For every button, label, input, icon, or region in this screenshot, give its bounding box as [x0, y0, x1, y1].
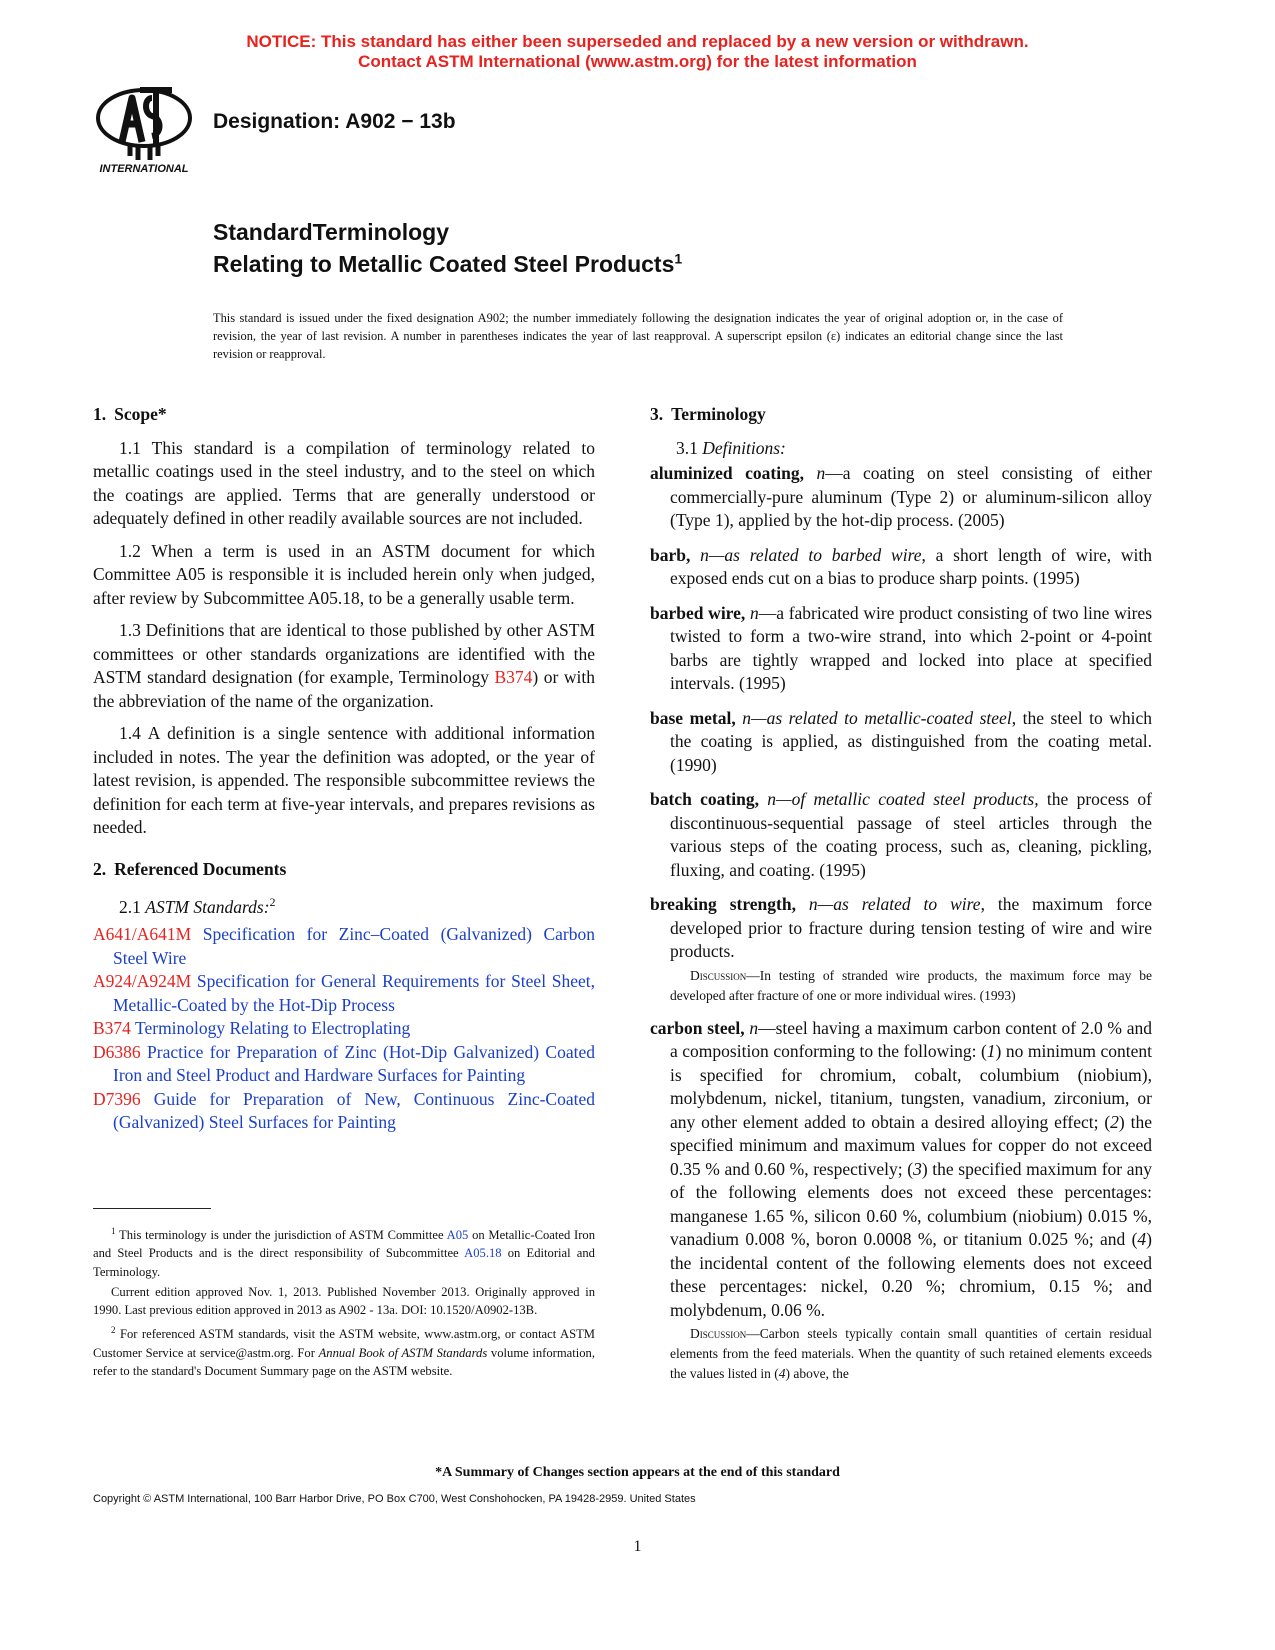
ref-item[interactable]	[93, 970, 595, 1017]
ref-link-b374[interactable]: B374	[494, 667, 533, 687]
term-pos: n	[700, 544, 709, 565]
astm-logo-icon	[92, 84, 196, 176]
notice-banner	[0, 32, 1275, 72]
footnote-divider	[93, 1208, 211, 1209]
left-column	[93, 403, 595, 1135]
footnote-text: on Metallic-Coated Iron and Steel Products and is the direct responsibility of Subcommittee	[93, 1228, 595, 1261]
notice-line-1: NOTICE: This standard has either been superseded and replaced by a new version or withdrawn.	[246, 32, 1029, 51]
discussion-label: Discussion	[690, 967, 747, 983]
section-number: 1.	[93, 404, 107, 424]
ref-code[interactable]: A641/A641M	[93, 924, 192, 945]
ref-item[interactable]	[93, 923, 595, 970]
scope-para-3-text-b: ) or with the abbreviation of the name of the organization.	[93, 667, 595, 711]
scope-para-1: 1.1 This standard is a compilation of terminology related to metallic coatings used in the steel industry, and to the steel on which the coatings are applied. Terms that are generally understood or adequately defined in other readily available sources are not included.	[93, 437, 595, 528]
term-name: base metal,	[650, 707, 736, 728]
ref-code[interactable]: D6386	[93, 1041, 141, 1062]
section-title: Referenced Documents	[114, 858, 287, 879]
scope-para-3-text-a: 1.3 Definitions that are identical to those published by other ASTM committees or other standards organizations are identified with the ASTM standard designation (for example, Terminology	[93, 620, 595, 687]
footnote-text: volume information, refer to the standard's Document Summary page on the ASTM website.	[93, 1345, 595, 1378]
term-batch-coating	[650, 788, 1152, 882]
ref-code[interactable]: A924/A924M	[93, 971, 192, 992]
ref-item[interactable]	[93, 1041, 595, 1088]
ref-item[interactable]	[93, 1088, 595, 1135]
ref-code[interactable]: B374	[93, 1018, 131, 1039]
section-terminology-heading	[650, 403, 1152, 427]
footnote-text: For referenced ASTM standards, visit the ASTM website, www.astm.org, or contact ASTM Customer Service at service@astm.org. For	[93, 1327, 595, 1360]
discussion-text: —In testing of stranded wire products, the maximum force may be developed after fracture of one or more individual wires. (1993)	[670, 967, 1152, 1003]
list-number: 3	[913, 1158, 922, 1179]
footnote-1	[93, 1222, 595, 1281]
term-definition: ) no minimum content is specified for chromium, cobalt, columbium (niobium), molybdenum, nickel, titanium, tungsten, vanadium, zirconium, or any other element added to obtain a desired alloying effect; (	[670, 1041, 1152, 1132]
term-definition: , the maximum force developed prior to fracture during tension testing of wire and wire products.	[670, 894, 1152, 961]
logo-text: INTERNATIONAL	[99, 163, 189, 175]
footnote-mark: 2	[111, 1325, 116, 1336]
list-number: 2	[1110, 1111, 1119, 1132]
term-definition: ) the specified maximum for any of the following elements does not exceed these percentages: manganese 1.65 %, silicon 0.60 %, columbium (niobium) 0.015 %, vanadium 0.008 %, boron 0.0008 %, or titanium 0.025 %; and (	[670, 1158, 1152, 1249]
term-pos: n	[742, 707, 752, 728]
term-breaking-strength	[650, 893, 1152, 964]
term-definition: , the steel to which the coating is applied, as distinguished from the coating metal. (1990)	[670, 707, 1152, 775]
footnote-text: on Editorial and Terminology.	[93, 1246, 595, 1279]
term-pos: n	[767, 789, 777, 809]
term-name: batch coating,	[650, 789, 759, 809]
committee-link[interactable]: A05	[446, 1228, 469, 1243]
term-pos: n	[808, 894, 818, 914]
ref-code[interactable]: D7396	[93, 1088, 141, 1109]
term-qualifier: —as related to metallic-coated steel	[751, 707, 1012, 728]
term-pos: n	[749, 1017, 759, 1038]
scope-para-2: 1.2 When a term is used in an ASTM document for which Committee A05 is responsible it is included herein only when judged, after review by Subcommittee A05.18, to be a generally usable term.	[93, 540, 595, 608]
footnote-1-edition: Current edition approved Nov. 1, 2013. Published November 2013. Originally approved in 1990. Last previous edition approved in 2013 as A902 - 13a. DOI: 10.1520/A0902-13B.	[93, 1284, 595, 1317]
term-qualifier: —of metallic coated steel products,	[776, 789, 1039, 809]
section-title: Scope*	[114, 404, 167, 424]
title-line-1: StandardTerminology	[213, 219, 449, 245]
definitions-subheading	[650, 437, 1152, 461]
section-refdocs-heading	[93, 858, 595, 882]
term-pos: n	[816, 463, 826, 483]
term-base-metal	[650, 707, 1152, 778]
term-definition: —a fabricated wire product consisting of two line wires twisted to form a two-wire strand, into which 2-point or 4-point barbs are tightly wrapped and locked into place at specified intervals. (1995)	[670, 602, 1153, 693]
term-definition: ) the incidental content of the following elements does not exceed these percentages: nickel, 0.20 %; chromium, 0.15 %; and molybdenum, 0.06 %.	[670, 1229, 1152, 1320]
term-name: barb,	[650, 544, 691, 565]
term-barbed-wire	[650, 602, 1152, 696]
term-barb	[650, 544, 1152, 591]
term-definition: the process of discontinuous-sequential passage of steel articles through the various steps of the coating process, such as, cleaning, pickling, fluxing, and coating. (1995)	[670, 789, 1152, 880]
section-scope-heading	[93, 403, 595, 427]
list-number: 1	[986, 1041, 996, 1061]
ref-title[interactable]: Practice for Preparation of Zinc (Hot-Dip Galvanized) Coated Iron and Steel Product and Hardware Surfaces for Painting	[113, 1041, 596, 1086]
summary-of-changes-note: *A Summary of Changes section appears at the end of this standard	[435, 1465, 840, 1480]
title-footnote-mark: 1	[674, 250, 683, 267]
title-line-2	[213, 248, 682, 280]
sub-label: ASTM Standards:	[145, 896, 270, 917]
section-title: Terminology	[671, 404, 766, 424]
term-aluminized-coating	[650, 462, 1152, 533]
discussion-breaking-strength	[670, 966, 1152, 1006]
term-definition: —steel having a maximum carbon content of 2.0 % and a composition conforming to the following: (	[670, 1017, 1152, 1061]
designation: Designation: A902 − 13b	[213, 110, 456, 133]
ref-item[interactable]	[93, 1017, 595, 1041]
section-number: 3.	[650, 404, 664, 424]
document-title	[213, 216, 682, 280]
issue-note: This standard is issued under the fixed designation A902; the number immediately following the designation indicates the year of original adoption or, in the case of revision, the year of last revision. A number in parentheses indicates the year of last reapproval. A superscript epsilon (ε) indicates an editorial change since the last revision or reapproval.	[213, 311, 1063, 361]
term-qualifier: —as related to barbed wire	[708, 544, 922, 565]
footnote-text: This terminology is under the jurisdiction of ASTM Committee	[115, 1228, 447, 1243]
discussion-carbon-steel	[670, 1324, 1152, 1384]
list-number: 4	[778, 1366, 786, 1381]
discussion-label: Discussion	[690, 1326, 747, 1341]
scope-para-4: 1.4 A definition is a single sentence with additional information included in notes. The year the definition was adopted, or the year of latest revision, is appended. The responsible subcommittee reviews the definition for each term at five-year intervals, and prepares revisions as needed.	[93, 723, 595, 837]
term-definition: ) the specified minimum and maximum values for copper do not exceed 0.35 % and 0.60 %, respectively; (	[670, 1111, 1152, 1179]
term-pos: n	[749, 602, 759, 623]
term-name: barbed wire,	[650, 602, 746, 623]
scope-para-3	[93, 619, 595, 713]
discussion-text: ) above, the	[785, 1366, 849, 1381]
section-number: 2.	[93, 858, 107, 879]
term-definition: , a short length of wire, with exposed ends cut on a bias to produce sharp points. (1995)	[670, 544, 1152, 588]
copyright: Copyright © ASTM International, 100 Barr Harbor Drive, PO Box C700, West Conshohocken, PA 19428-2959. United States	[93, 1493, 696, 1505]
ref-title[interactable]: Terminology Relating to Electroplating	[135, 1018, 411, 1039]
right-column	[650, 403, 1152, 1395]
ref-title[interactable]: Guide for Preparation of New, Continuous Zinc-Coated (Galvanized) Steel Surfaces for Painting	[113, 1088, 596, 1133]
term-name: breaking strength,	[650, 894, 796, 914]
refdocs-subheading	[93, 891, 595, 919]
ref-title[interactable]: Specification for General Requirements for Steel Sheet, Metallic-Coated by the Hot-Dip Process	[113, 971, 596, 1015]
term-definition: —a coating on steel consisting of either commercially-pure aluminum (Type 2) or aluminum-silicon alloy (Type 1), applied by the hot-dip process. (2005)	[670, 463, 1153, 530]
sub-label: Definitions:	[702, 437, 786, 458]
footnote-mark: 2	[269, 895, 276, 909]
notice-line-2: Contact ASTM International (www.astm.org) for the latest information	[358, 52, 917, 71]
term-name: carbon steel,	[650, 1017, 745, 1038]
term-carbon-steel	[650, 1017, 1152, 1323]
ref-title[interactable]: Specification for Zinc–Coated (Galvanized) Carbon Steel Wire	[113, 924, 595, 968]
footnote-mark: 1	[111, 1226, 116, 1236]
footnotes	[93, 1222, 595, 1382]
subcommittee-link[interactable]: A05.18	[464, 1246, 502, 1261]
page-number: 1	[633, 1538, 642, 1555]
list-number: 4	[1137, 1229, 1147, 1249]
term-name: aluminized coating,	[650, 463, 804, 483]
footnote-italic: Annual Book of ASTM Standards	[318, 1345, 488, 1360]
title-line-2-text: Relating to Metallic Coated Steel Products	[213, 251, 675, 277]
footnote-2	[93, 1321, 595, 1380]
sub-number: 3.1	[676, 437, 698, 458]
term-qualifier: —as related to wire	[817, 894, 981, 914]
astm-logo	[92, 84, 196, 176]
discussion-text: —Carbon steels typically contain small quantities of certain residual elements from the feed materials. When the quantity of such retained elements exceeds the values listed in (	[670, 1326, 1152, 1381]
sub-number: 2.1	[119, 896, 141, 917]
